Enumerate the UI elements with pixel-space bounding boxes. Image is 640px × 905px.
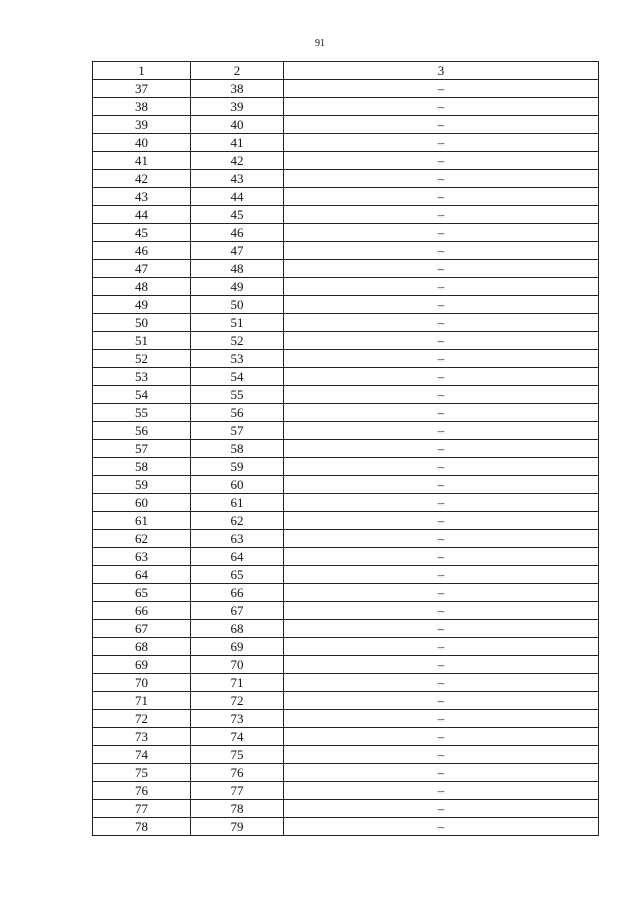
table-cell-col-3: – xyxy=(284,206,599,224)
table-cell-col-3: – xyxy=(284,296,599,314)
table-cell-col-1: 49 xyxy=(93,296,191,314)
table-cell-col-2: 58 xyxy=(191,440,284,458)
data-table xyxy=(92,61,599,836)
table-cell-col-3: – xyxy=(284,350,599,368)
table-cell-col-2: 42 xyxy=(191,152,284,170)
table-cell-col-2: 63 xyxy=(191,530,284,548)
table-cell-col-3: – xyxy=(284,404,599,422)
table-cell-col-3: – xyxy=(284,116,599,134)
table-row xyxy=(93,80,599,98)
table-cell-col-3: – xyxy=(284,458,599,476)
table-cell-col-2: 70 xyxy=(191,656,284,674)
table-cell-col-1: 59 xyxy=(93,476,191,494)
table-cell-col-3: – xyxy=(284,728,599,746)
table-cell-col-1: 39 xyxy=(93,116,191,134)
table-cell-col-1: 38 xyxy=(93,98,191,116)
table-cell-col-1: 67 xyxy=(93,620,191,638)
table-cell-col-2: 71 xyxy=(191,674,284,692)
table-row xyxy=(93,350,599,368)
table-cell-col-1: 53 xyxy=(93,368,191,386)
table-cell-col-2: 61 xyxy=(191,494,284,512)
table-cell-col-3: – xyxy=(284,188,599,206)
table-cell-col-3: – xyxy=(284,422,599,440)
table-body xyxy=(93,80,599,836)
table-cell-col-1: 74 xyxy=(93,746,191,764)
table-cell-col-2: 57 xyxy=(191,422,284,440)
table-cell-col-3: – xyxy=(284,692,599,710)
table-row xyxy=(93,278,599,296)
table-cell-col-1: 62 xyxy=(93,530,191,548)
table-cell-col-3: – xyxy=(284,260,599,278)
table-cell-col-1: 37 xyxy=(93,80,191,98)
table-cell-col-2: 40 xyxy=(191,116,284,134)
table-row xyxy=(93,386,599,404)
table-cell-col-1: 72 xyxy=(93,710,191,728)
table-row xyxy=(93,548,599,566)
table-cell-col-2: 53 xyxy=(191,350,284,368)
table-cell-col-2: 64 xyxy=(191,548,284,566)
table-cell-col-2: 39 xyxy=(191,98,284,116)
table-row xyxy=(93,458,599,476)
table-row xyxy=(93,710,599,728)
table-cell-col-3: – xyxy=(284,764,599,782)
table-cell-col-2: 50 xyxy=(191,296,284,314)
table-cell-col-2: 41 xyxy=(191,134,284,152)
table-cell-col-2: 49 xyxy=(191,278,284,296)
table-row xyxy=(93,494,599,512)
table-cell-col-3: – xyxy=(284,494,599,512)
table-cell-col-1: 64 xyxy=(93,566,191,584)
table-cell-col-3: – xyxy=(284,278,599,296)
table-cell-col-1: 44 xyxy=(93,206,191,224)
table-cell-col-2: 69 xyxy=(191,638,284,656)
table-cell-col-2: 75 xyxy=(191,746,284,764)
table-cell-col-2: 79 xyxy=(191,818,284,836)
table-cell-col-1: 65 xyxy=(93,584,191,602)
table-cell-col-2: 65 xyxy=(191,566,284,584)
table-cell-col-1: 78 xyxy=(93,818,191,836)
table-row xyxy=(93,422,599,440)
table-cell-col-3: – xyxy=(284,818,599,836)
table-cell-col-1: 50 xyxy=(93,314,191,332)
table-cell-col-1: 48 xyxy=(93,278,191,296)
table-cell-col-1: 40 xyxy=(93,134,191,152)
table-row xyxy=(93,512,599,530)
table-cell-col-3: – xyxy=(284,386,599,404)
table-cell-col-3: – xyxy=(284,368,599,386)
table-cell-col-2: 45 xyxy=(191,206,284,224)
table-cell-col-2: 48 xyxy=(191,260,284,278)
table-cell-col-2: 56 xyxy=(191,404,284,422)
table-cell-col-1: 63 xyxy=(93,548,191,566)
table-row xyxy=(93,404,599,422)
table-cell-col-3: – xyxy=(284,224,599,242)
table-cell-col-3: – xyxy=(284,620,599,638)
table-cell-col-1: 57 xyxy=(93,440,191,458)
table-row xyxy=(93,602,599,620)
table-cell-col-3: – xyxy=(284,710,599,728)
table-row xyxy=(93,800,599,818)
table-row xyxy=(93,818,599,836)
table-row xyxy=(93,584,599,602)
table-row xyxy=(93,296,599,314)
table-cell-col-1: 76 xyxy=(93,782,191,800)
table-cell-col-3: – xyxy=(284,530,599,548)
table-cell-col-2: 59 xyxy=(191,458,284,476)
table-cell-col-2: 60 xyxy=(191,476,284,494)
table-cell-col-3: – xyxy=(284,476,599,494)
table-row xyxy=(93,332,599,350)
table-cell-col-2: 54 xyxy=(191,368,284,386)
table-cell-col-2: 47 xyxy=(191,242,284,260)
table-cell-col-2: 66 xyxy=(191,584,284,602)
table-row xyxy=(93,782,599,800)
table-row xyxy=(93,314,599,332)
table-cell-col-2: 72 xyxy=(191,692,284,710)
table-cell-col-3: – xyxy=(284,548,599,566)
table-row xyxy=(93,746,599,764)
table-cell-col-3: – xyxy=(284,440,599,458)
table-row xyxy=(93,98,599,116)
table-cell-col-1: 66 xyxy=(93,602,191,620)
table-cell-col-2: 43 xyxy=(191,170,284,188)
table-cell-col-3: – xyxy=(284,638,599,656)
table-row xyxy=(93,674,599,692)
table-cell-col-1: 52 xyxy=(93,350,191,368)
table-cell-col-1: 51 xyxy=(93,332,191,350)
table-cell-col-3: – xyxy=(284,134,599,152)
table-cell-col-3: – xyxy=(284,170,599,188)
table-cell-col-2: 62 xyxy=(191,512,284,530)
table-cell-col-2: 38 xyxy=(191,80,284,98)
table-cell-col-2: 73 xyxy=(191,710,284,728)
table-row xyxy=(93,206,599,224)
table-cell-col-1: 54 xyxy=(93,386,191,404)
table-cell-col-2: 51 xyxy=(191,314,284,332)
column-header-3: 3 xyxy=(284,62,599,80)
table-row xyxy=(93,260,599,278)
table-row xyxy=(93,530,599,548)
table-cell-col-3: – xyxy=(284,512,599,530)
table-cell-col-1: 47 xyxy=(93,260,191,278)
table-cell-col-3: – xyxy=(284,584,599,602)
column-header-2: 2 xyxy=(191,62,284,80)
table-cell-col-2: 52 xyxy=(191,332,284,350)
table-cell-col-3: – xyxy=(284,332,599,350)
table-cell-col-3: – xyxy=(284,242,599,260)
table-cell-col-3: – xyxy=(284,98,599,116)
table-cell-col-1: 56 xyxy=(93,422,191,440)
table-header xyxy=(93,62,599,80)
table-cell-col-1: 77 xyxy=(93,800,191,818)
table-row xyxy=(93,440,599,458)
table-cell-col-2: 76 xyxy=(191,764,284,782)
column-header-1: 1 xyxy=(93,62,191,80)
table-cell-col-3: – xyxy=(284,800,599,818)
table-row xyxy=(93,692,599,710)
table-cell-col-3: – xyxy=(284,152,599,170)
table-cell-col-3: – xyxy=(284,566,599,584)
table-cell-col-2: 74 xyxy=(191,728,284,746)
table-header-row xyxy=(93,62,599,80)
table-cell-col-3: – xyxy=(284,602,599,620)
table-row xyxy=(93,170,599,188)
table-cell-col-2: 78 xyxy=(191,800,284,818)
table-row xyxy=(93,152,599,170)
table-cell-col-1: 70 xyxy=(93,674,191,692)
table-row xyxy=(93,476,599,494)
table-row xyxy=(93,764,599,782)
table-cell-col-1: 43 xyxy=(93,188,191,206)
table-cell-col-2: 46 xyxy=(191,224,284,242)
table-cell-col-2: 55 xyxy=(191,386,284,404)
table-cell-col-2: 67 xyxy=(191,602,284,620)
table-cell-col-3: – xyxy=(284,80,599,98)
table-cell-col-1: 55 xyxy=(93,404,191,422)
table-row xyxy=(93,188,599,206)
table-cell-col-2: 44 xyxy=(191,188,284,206)
table-cell-col-1: 69 xyxy=(93,656,191,674)
page-number: 91 xyxy=(315,38,325,49)
table-cell-col-1: 42 xyxy=(93,170,191,188)
table-row xyxy=(93,242,599,260)
table-cell-col-1: 58 xyxy=(93,458,191,476)
table-cell-col-3: – xyxy=(284,782,599,800)
table-cell-col-3: – xyxy=(284,674,599,692)
table-cell-col-1: 45 xyxy=(93,224,191,242)
table-cell-col-3: – xyxy=(284,656,599,674)
table-row xyxy=(93,728,599,746)
table-row xyxy=(93,620,599,638)
table-cell-col-1: 73 xyxy=(93,728,191,746)
table-cell-col-2: 77 xyxy=(191,782,284,800)
table-row xyxy=(93,134,599,152)
table-row xyxy=(93,116,599,134)
table-row xyxy=(93,656,599,674)
table-cell-col-1: 75 xyxy=(93,764,191,782)
table-cell-col-3: – xyxy=(284,746,599,764)
table-cell-col-1: 60 xyxy=(93,494,191,512)
table-cell-col-2: 68 xyxy=(191,620,284,638)
table-cell-col-1: 68 xyxy=(93,638,191,656)
table-row xyxy=(93,566,599,584)
table-cell-col-1: 41 xyxy=(93,152,191,170)
table-cell-col-1: 61 xyxy=(93,512,191,530)
table-cell-col-1: 71 xyxy=(93,692,191,710)
table-cell-col-1: 46 xyxy=(93,242,191,260)
table-row xyxy=(93,638,599,656)
table-row xyxy=(93,368,599,386)
table-cell-col-3: – xyxy=(284,314,599,332)
table-row xyxy=(93,224,599,242)
